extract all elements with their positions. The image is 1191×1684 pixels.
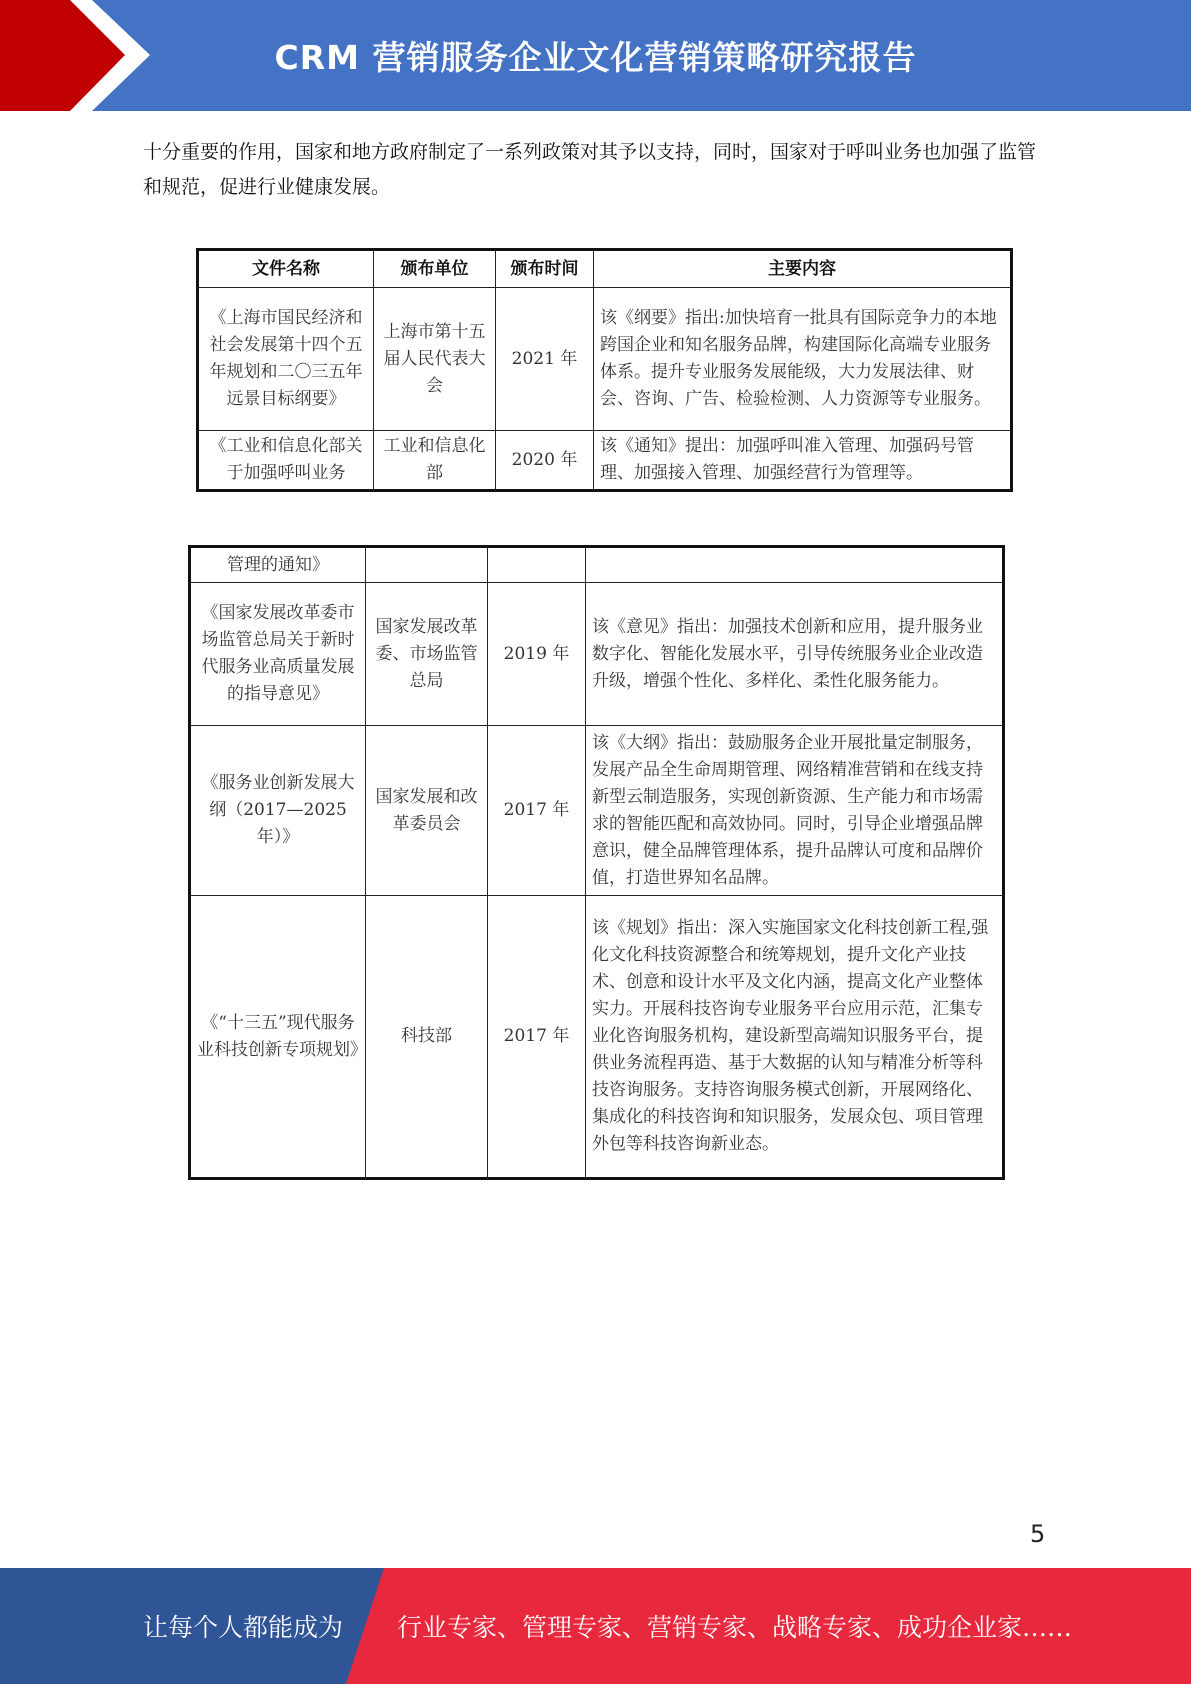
content-cell: 该《意见》指出：加强技术创新和应用，提升服务业数字化、智能化发展水平，引导传统服务业企业改造升级，增强个性化、多样化、柔性化服务能力。 bbox=[586, 583, 1004, 726]
policy-table-2 bbox=[188, 545, 1005, 1180]
content-cell: 该《通知》提出：加强呼叫准入管理、加强码号管理、加强接入管理、加强经营行为管理等。 bbox=[594, 431, 1012, 491]
year-cell: 2019 年 bbox=[488, 583, 586, 726]
footer-slogan-right: 行业专家、管理专家、营销专家、战略专家、成功企业家…… bbox=[397, 1613, 1073, 1642]
doc-name-cell: 《工业和信息化部关于加强呼叫业务 bbox=[198, 431, 374, 491]
table-row bbox=[198, 288, 1012, 431]
table-row bbox=[190, 583, 1004, 726]
year-cell: 2020 年 bbox=[496, 431, 594, 491]
policy-table-1 bbox=[196, 248, 1013, 492]
footer-slogan-left: 让每个人都能成为 bbox=[143, 1613, 344, 1642]
content-cell: 该《大纲》指出：鼓励服务企业开展批量定制服务，发展产品全生命周期管理、网络精准营销和在线支持新型云制造服务，实现创新资源、生产能力和市场需求的智能匹配和高效协同。同时，引导企业增强品牌意识，健全品牌管理体系，提升品牌认可度和品牌价值，打造世界知名品牌。 bbox=[586, 726, 1004, 896]
content-cell: 该《纲要》指出:加快培育一批具有国际竞争力的本地跨国企业和知名服务品牌，构建国际化高端专业服务体系。提升专业服务发展能级，大力发展法律、财会、咨询、广告、检验检测、人力资源等专业服务。 bbox=[594, 288, 1012, 431]
header-content: 主要内容 bbox=[594, 250, 1012, 288]
year-cell bbox=[488, 547, 586, 583]
year-cell: 2021 年 bbox=[496, 288, 594, 431]
header-year: 颁布时间 bbox=[496, 250, 594, 288]
doc-name-cell: 《服务业创新发展大纲（2017—2025年）》 bbox=[190, 726, 366, 896]
table-row bbox=[190, 726, 1004, 896]
issuer-cell: 上海市第十五届人民代表大会 bbox=[374, 288, 496, 431]
doc-name-cell: 《国家发展改革委市场监管总局关于新时代服务业高质量发展的指导意见》 bbox=[190, 583, 366, 726]
doc-name-cell: 管理的通知》 bbox=[190, 547, 366, 583]
table-row bbox=[190, 896, 1004, 1179]
issuer-cell: 工业和信息化部 bbox=[374, 431, 496, 491]
table-row bbox=[198, 431, 1012, 491]
doc-name-cell: 《“十三五”现代服务业科技创新专项规划》 bbox=[190, 896, 366, 1179]
issuer-cell: 科技部 bbox=[366, 896, 488, 1179]
issuer-cell bbox=[366, 547, 488, 583]
issuer-cell: 国家发展改革委、市场监管总局 bbox=[366, 583, 488, 726]
report-title: CRM 营销服务企业文化营销策略研究报告 bbox=[274, 38, 917, 77]
page-header bbox=[0, 0, 1191, 111]
header-issuer: 颁布单位 bbox=[374, 250, 496, 288]
doc-name-cell: 《上海市国民经济和社会发展第十四个五年规划和二〇三五年远景目标纲要》 bbox=[198, 288, 374, 431]
intro-paragraph: 十分重要的作用，国家和地方政府制定了一系列政策对其予以支持，同时，国家对于呼叫业务也加强了监管和规范，促进行业健康发展。 bbox=[143, 141, 1037, 198]
content-cell: 该《规划》指出：深入实施国家文化科技创新工程,强化文化科技资源整合和统筹规划，提升文化产业技术、创意和设计水平及文化内涵，提高文化产业整体实力。开展科技咨询专业服务平台应用示范，汇集专业化咨询服务机构，建设新型高端知识服务平台，提供业务流程再造、基于大数据的认知与精准分析等科技咨询服务。支持咨询服务模式创新，开展网络化、集成化的科技咨询和知识服务，发展众包、项目管理外包等科技咨询新业态。 bbox=[586, 896, 1004, 1179]
table-row bbox=[190, 547, 1004, 583]
page-footer bbox=[0, 1568, 1191, 1684]
year-cell: 2017 年 bbox=[488, 896, 586, 1179]
header-doc-name: 文件名称 bbox=[198, 250, 374, 288]
page-number: 5 bbox=[1030, 1520, 1046, 1548]
table-header-row bbox=[198, 250, 1012, 288]
issuer-cell: 国家发展和改革委员会 bbox=[366, 726, 488, 896]
year-cell: 2017 年 bbox=[488, 726, 586, 896]
content-cell bbox=[586, 547, 1004, 583]
